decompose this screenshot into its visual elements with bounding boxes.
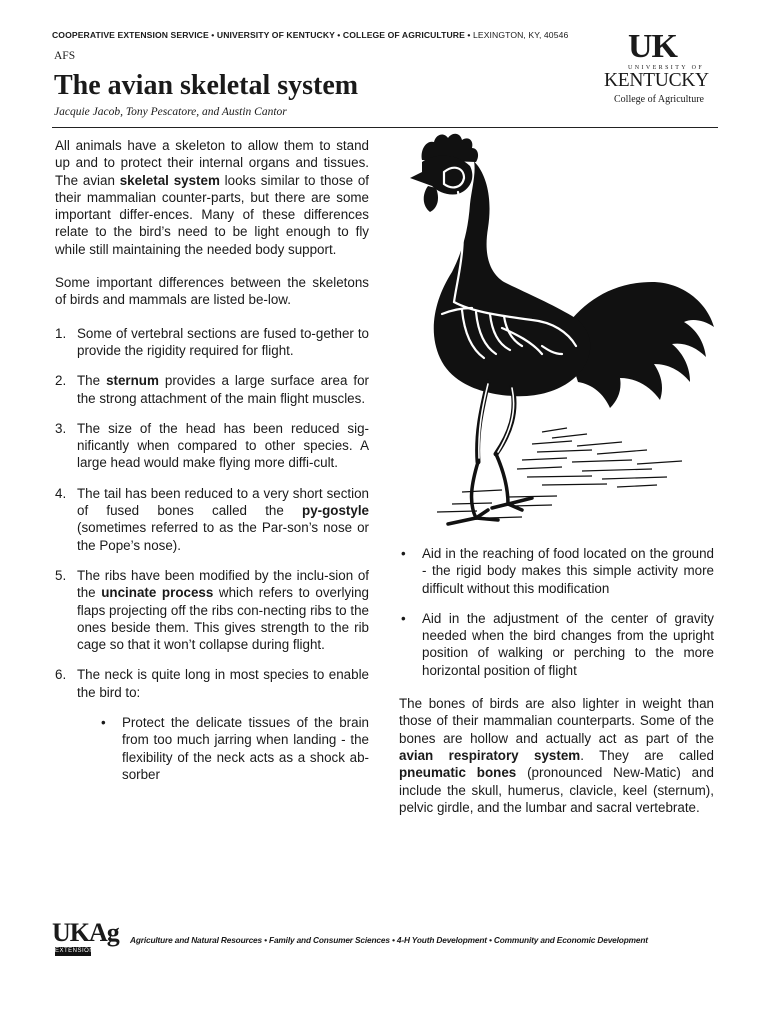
list-text: The tail has been reduced to a very short section of fused bones called the [77,485,369,519]
header-divider [52,127,718,128]
series-code: AFS [54,50,76,62]
bullet-item-3 [399,610,714,679]
neck-sub-list [77,714,369,783]
intro-paragraph-2: Some important differences between the skeletons of birds and mammals are listed be-low. [55,275,369,308]
list-number: 6. [55,667,67,683]
term-pneumatic-bones: pneumatic bones [399,765,517,781]
list-number: 4. [55,485,67,501]
list-text: which refers to overlying flaps projecting off the ribs con-necting ribs to the ones beside them. This gives strength to the rib cage so that it won’t collapse during flight. [77,585,370,653]
bullet-item-2 [399,545,714,597]
extension-label: EXTENSION [55,948,95,954]
list-item-2 [55,372,369,407]
term-avian-respiratory-system: avian respiratory system [399,747,581,763]
list-item-4 [55,485,369,554]
rooster-feet [448,454,532,524]
bullet-text: Aid in the adjustment of the center of gravity needed when the bird changes from the upright position of walking or perching to the more horizontal position of flight [422,610,714,678]
list-item-3 [55,420,369,472]
right-column [399,545,714,832]
intro-text: All animals have a skeleton to allow them to stand up and to protect their internal organs and tissues. The avian [55,138,369,188]
bullet-item-1 [99,714,369,783]
bullet-dot: • [401,546,406,561]
list-number: 5. [55,567,67,583]
ukag-mark: UKAg [52,918,119,947]
term-skeletal-system: skeletal system [119,172,220,188]
uk-logo-mark: UK [628,28,677,65]
page-title: The avian skeletal system [54,70,359,101]
footer-program-areas: Agriculture and Natural Resources • Family and Consumer Sciences • 4-H Youth Development • Community and Economic Development [130,935,648,945]
intro-text: looks similar to those of their mammalian counter-parts, but there are some important differ-ences. Many of these differences relate to the bird’s need to be light enough to fly while still maintaining the needed body support. [55,172,370,257]
ukag-extension-logo [52,918,122,962]
intro-paragraph-1 [55,137,369,258]
term-uncinate-process: uncinate process [101,585,214,601]
list-number: 3. [55,420,67,436]
closing-text: . They are called [580,747,714,763]
authors: Jacquie Jacob, Tony Pescatore, and Austin Cantor [54,106,287,118]
list-text: (sometimes referred to as the Par-son’s nose or the Pope’s nose). [77,520,369,553]
left-column [55,137,369,796]
uk-logo-university-of: UNIVERSITY OF [628,65,705,71]
header-location: LEXINGTON, KY, 40546 [470,30,569,40]
list-text: The [77,373,107,389]
bullet-text: Protect the delicate tissues of the brain from too much jarring when landing - the flexibility of the neck acts as a shock ab-sorber [122,715,369,782]
closing-paragraph [399,695,714,816]
uk-logo [604,28,720,112]
rooster-skeleton-illustration [392,132,722,532]
list-text: The neck is quite long in most species to enable the bird to: [77,667,369,700]
closing-text: The bones of birds are also lighter in weight than those of their mammalian counterparts. Some of the bones are hollow and actually act as part of the [399,696,714,746]
list-item-5 [55,567,369,653]
bullet-text: Aid in the reaching of food located on the ground - the rigid body makes this simple activity more difficult without this modification [422,546,714,596]
closing-text: (pronounced New-Matic) and include the skull, humerus, clavicle, keel (sternum), pelvic girdle, and the lumbar and sacral vertebrate. [399,765,714,815]
bullet-dot: • [401,610,406,626]
list-text: provides a large surface area for the strong attachment of the main flight muscles. [77,373,369,406]
list-item-1 [55,325,369,360]
list-number: 2. [55,373,67,389]
list-text: Some of vertebral sections are fused to-gether to provide the rigidity required for flight. [77,325,369,358]
uk-logo-college: College of Agriculture [614,94,704,105]
uk-logo-kentucky: KENTUCKY [604,70,709,91]
header-institution: COOPERATIVE EXTENSION SERVICE • UNIVERSITY OF KENTUCKY • COLLEGE OF AGRICULTURE • [52,30,471,40]
rooster-wattle [424,186,438,212]
list-text: The ribs have been modified by the inclu-sion of the [77,567,369,601]
list-number: 1. [55,325,67,341]
term-sternum: sternum [106,373,159,389]
list-item-6 [55,666,369,783]
list-text: The size of the head has been reduced sig-nificantly when compared to other species. A large head would make flying more diffi-cult. [77,420,369,471]
header-institution-line [52,30,568,40]
term-pygostyle: py-gostyle [302,503,369,519]
bullet-dot: • [101,715,106,731]
